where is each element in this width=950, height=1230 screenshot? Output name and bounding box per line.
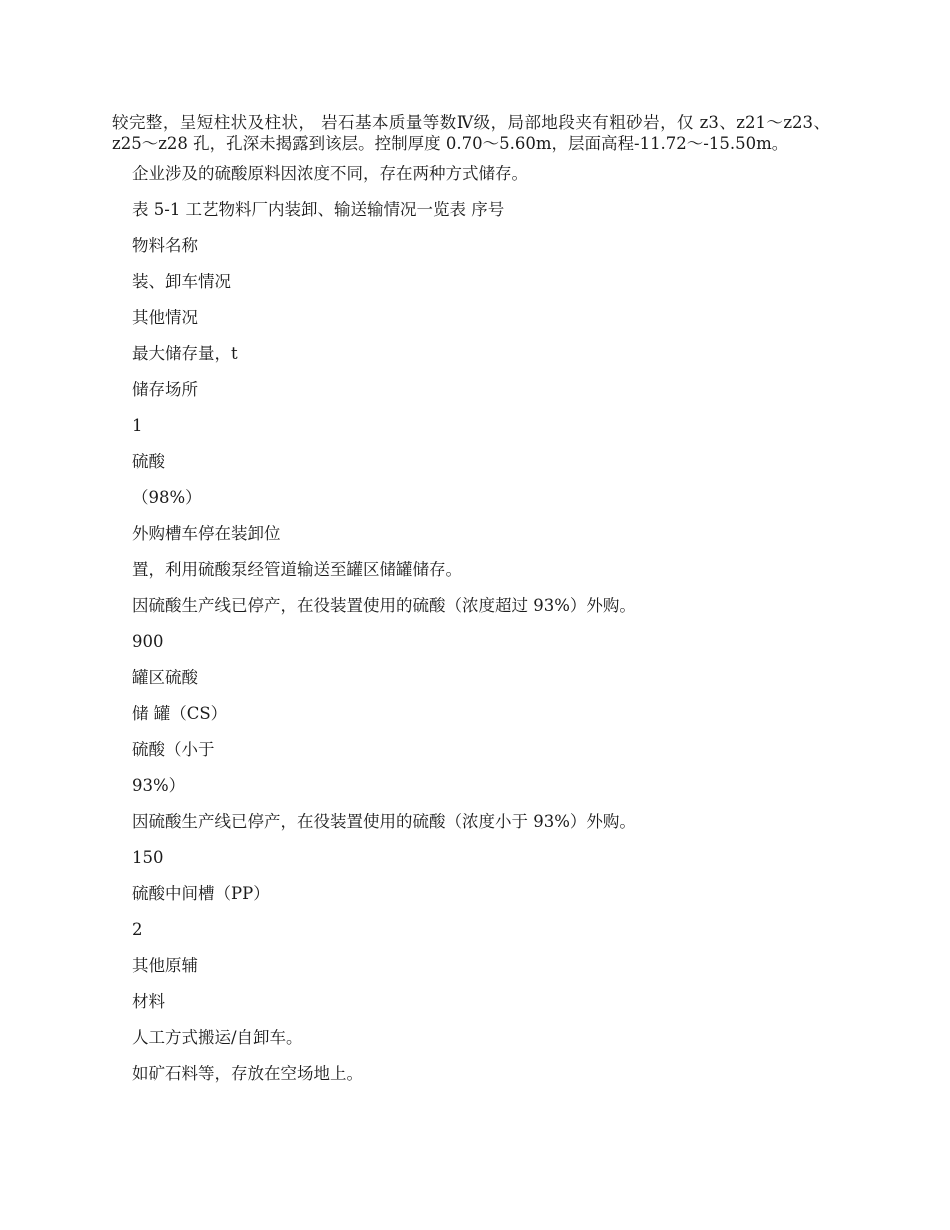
table-header-material: 物料名称 xyxy=(132,236,198,255)
table-cell-storage-place: 罐区硫酸 xyxy=(132,668,198,687)
table-cell-concentration: 93%） xyxy=(132,776,186,795)
table-header-loading: 装、卸车情况 xyxy=(132,272,231,291)
text-line: 企业涉及的硫酸原料因浓度不同，存在两种方式储存。 xyxy=(132,164,528,183)
table-cell-loading: 人工方式搬运/自卸车。 xyxy=(132,1028,303,1047)
table-cell-material: 其他原辅 xyxy=(132,956,198,975)
table-cell-index: 2 xyxy=(132,920,143,939)
table-cell-storage-place-cont: 储 罐（CS） xyxy=(132,704,228,723)
table-header-max-storage: 最大储存量，t xyxy=(132,344,238,363)
table-cell-loading: 外购槽车停在装卸位 xyxy=(132,524,281,543)
table-caption: 表 5-1 工艺物料厂内装卸、输送输情况一览表 序号 xyxy=(132,200,505,219)
table-cell-other: 因硫酸生产线已停产，在役装置使用的硫酸（浓度小于 93%）外购。 xyxy=(132,812,636,831)
table-cell-material: 硫酸（小于 xyxy=(132,740,215,759)
table-cell-other: 因硫酸生产线已停产，在役装置使用的硫酸（浓度超过 93%）外购。 xyxy=(132,596,636,615)
intro-paragraph: 较完整，呈短柱状及柱状， 岩石基本质量等数Ⅳ级，局部地段夹有粗砂岩，仅 z3、z21～z23、z25～z28 孔，孔深未揭露到该层。控制厚度 0.70～5.60m，层面高程-11.72～-15.50m。 xyxy=(112,113,830,153)
table-cell-other: 如矿石料等，存放在空场地上。 xyxy=(132,1064,363,1083)
table-cell-material-cont: 材料 xyxy=(132,992,165,1011)
table-cell-loading-cont: 置，利用硫酸泵经管道输送至罐区储罐储存。 xyxy=(132,560,462,579)
table-header-other: 其他情况 xyxy=(132,308,198,327)
table-cell-concentration: （98%） xyxy=(132,488,202,507)
document-page xyxy=(112,112,830,1098)
table-cell-max-storage: 150 xyxy=(132,848,164,867)
table-cell-storage-place: 硫酸中间槽（PP） xyxy=(132,884,270,903)
table-cell-index: 1 xyxy=(132,416,143,435)
table-cell-max-storage: 900 xyxy=(132,632,164,651)
table-cell-material: 硫酸 xyxy=(132,452,165,471)
table-header-storage-place: 储存场所 xyxy=(132,380,198,399)
